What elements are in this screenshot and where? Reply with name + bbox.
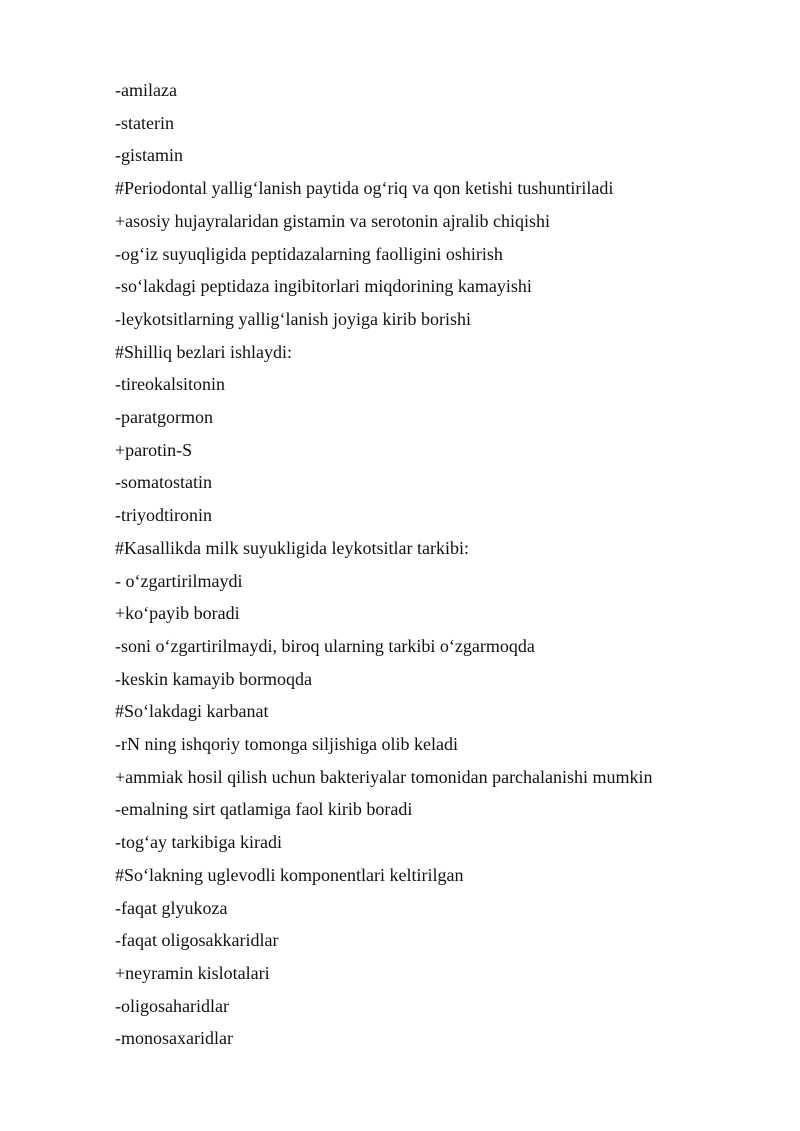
- correct-answer-option: +asosiy hujayralaridan gistamin va serotonin ajralib chiqishi: [115, 210, 551, 231]
- answer-option: -gistamin: [115, 145, 183, 166]
- answer-option: -leykotsitlarning yallig‘lanish joyiga kirib borishi: [115, 308, 471, 329]
- question-text: #So‘lakning uglevodli komponentlari keltirilgan: [115, 864, 464, 885]
- answer-option: -rN ning ishqoriy tomonga siljishiga olib keladi: [115, 734, 458, 755]
- quiz-text-body: [115, 74, 755, 1055]
- answer-option: -so‘lakdagi peptidaza ingibitorlari miqdorining kamayishi: [115, 276, 532, 297]
- answer-option: -triyodtironin: [115, 505, 212, 526]
- answer-option: -og‘iz suyuqligida peptidazalarning faolligini oshirish: [115, 243, 503, 264]
- answer-option: -soni o‘zgartirilmaydi, biroq ularning tarkibi o‘zgarmoqda: [115, 635, 535, 656]
- question-text: #So‘lakdagi karbanat: [115, 701, 269, 722]
- correct-answer-option: +neyramin kislotalari: [115, 962, 270, 983]
- question-text: #Shilliq bezlari ishlaydi:: [115, 341, 292, 362]
- answer-option: -amilaza: [115, 80, 177, 100]
- question-text: #Kasallikda milk suyukligida leykotsitlar tarkibi:: [115, 537, 469, 558]
- answer-option: -paratgormon: [115, 407, 213, 428]
- answer-option: -faqat oligosakkaridlar: [115, 930, 279, 951]
- answer-option: -faqat glyukoza: [115, 897, 228, 918]
- answer-option: -tireokalsitonin: [115, 374, 225, 395]
- answer-option: -monosaxaridlar: [115, 1028, 233, 1049]
- answer-option: -oligosaharidlar: [115, 995, 229, 1016]
- answer-option: -tog‘ay tarkibiga kiradi: [115, 832, 282, 853]
- correct-answer-option: +ammiak hosil qilish uchun bakteriyalar tomonidan parchalanishi mumkin: [115, 766, 653, 787]
- answer-option: -staterin: [115, 112, 174, 133]
- question-text: #Periodontal yallig‘lanish paytida og‘riq va qon ketishi tushuntiriladi: [115, 178, 614, 199]
- correct-answer-option: +ko‘payib boradi: [115, 603, 240, 624]
- answer-option: -emalning sirt qatlamiga faol kirib boradi: [115, 799, 413, 820]
- answer-option: -somatostatin: [115, 472, 212, 493]
- answer-option: -keskin kamayib bormoqda: [115, 668, 312, 689]
- correct-answer-option: +parotin-S: [115, 439, 193, 460]
- answer-option: - o‘zgartirilmaydi: [115, 570, 243, 591]
